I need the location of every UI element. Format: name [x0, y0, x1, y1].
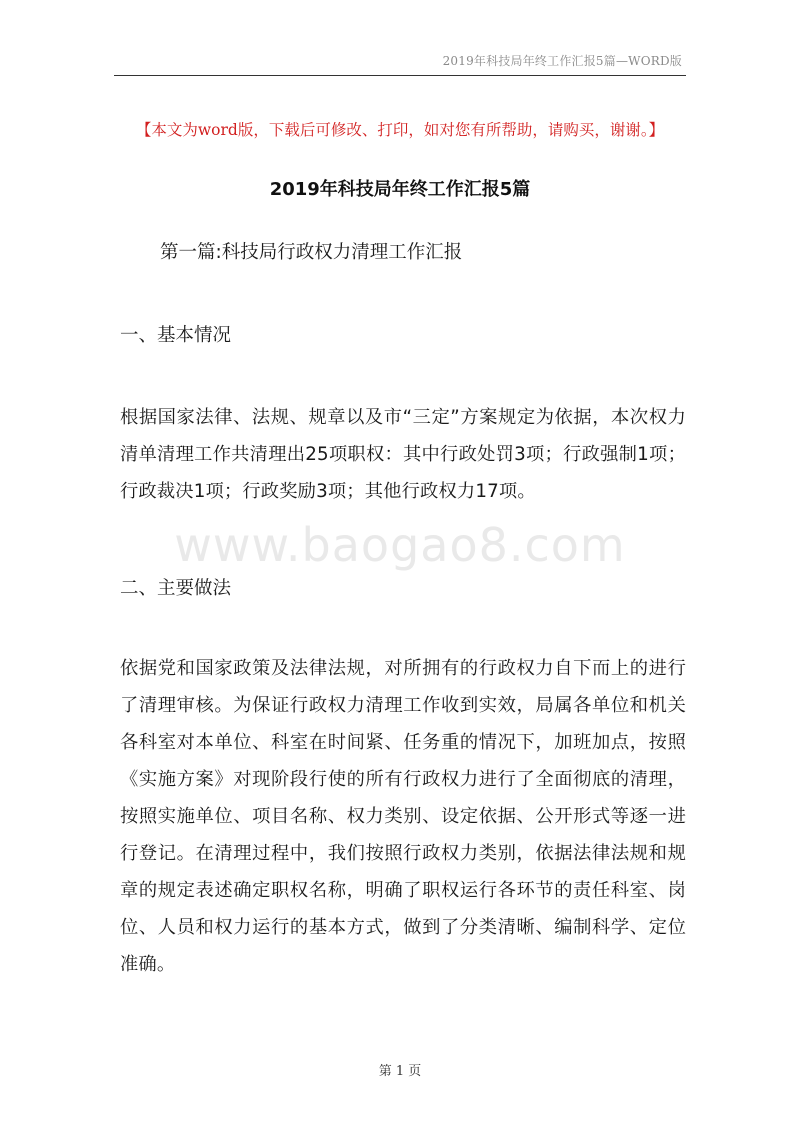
header-rule — [114, 75, 686, 76]
watermark: www.baogao8.com — [174, 518, 626, 572]
document-title: 2019年科技局年终工作汇报5篇 — [269, 179, 531, 200]
section-heading-basic-situation: 一、基本情况 — [120, 325, 232, 346]
section-heading-main-practices: 二、主要做法 — [120, 578, 232, 599]
section-paragraph-basic-situation: 根据国家法律、法规、规章以及市“三定”方案规定为依据，本次权力清单清理工作共清理出25项职权：其中行政处罚3项；行政强制1项；行政裁决1项；行政奖励3项；其他行政权力17项。 — [120, 407, 686, 502]
section-paragraph-main-practices: 依据党和国家政策及法律法规，对所拥有的行政权力自下而上的进行了清理审核。为保证行政权力清理工作收到实效，局属各单位和机关各科室对本单位、科室在时间紧、任务重的情况下，加班加点，按照《实施方案》对现阶段行使的所有行政权力进行了全面彻底的清理，按照实施单位、项目名称、权力类别、设定依据、公开形式等逐一进行登记。在清理过程中，我们按照行政权力类别，依据法律法规和规章的规定表述确定职权名称，明确了职权运行各环节的责任科室、岗位、人员和权力运行的基本方式，做到了分类清晰、编制科学、定位准确。 — [120, 658, 686, 975]
purchase-notice: 【本文为word版，下载后可修改、打印，如对您有所帮助，请购买，谢谢。】 — [135, 121, 665, 139]
running-header: 2019年科技局年终工作汇报5篇—WORD版 — [442, 54, 682, 68]
page-number: 第 1 页 — [378, 1064, 422, 1079]
document-subtitle: 第一篇:科技局行政权力清理工作汇报 — [160, 242, 463, 263]
